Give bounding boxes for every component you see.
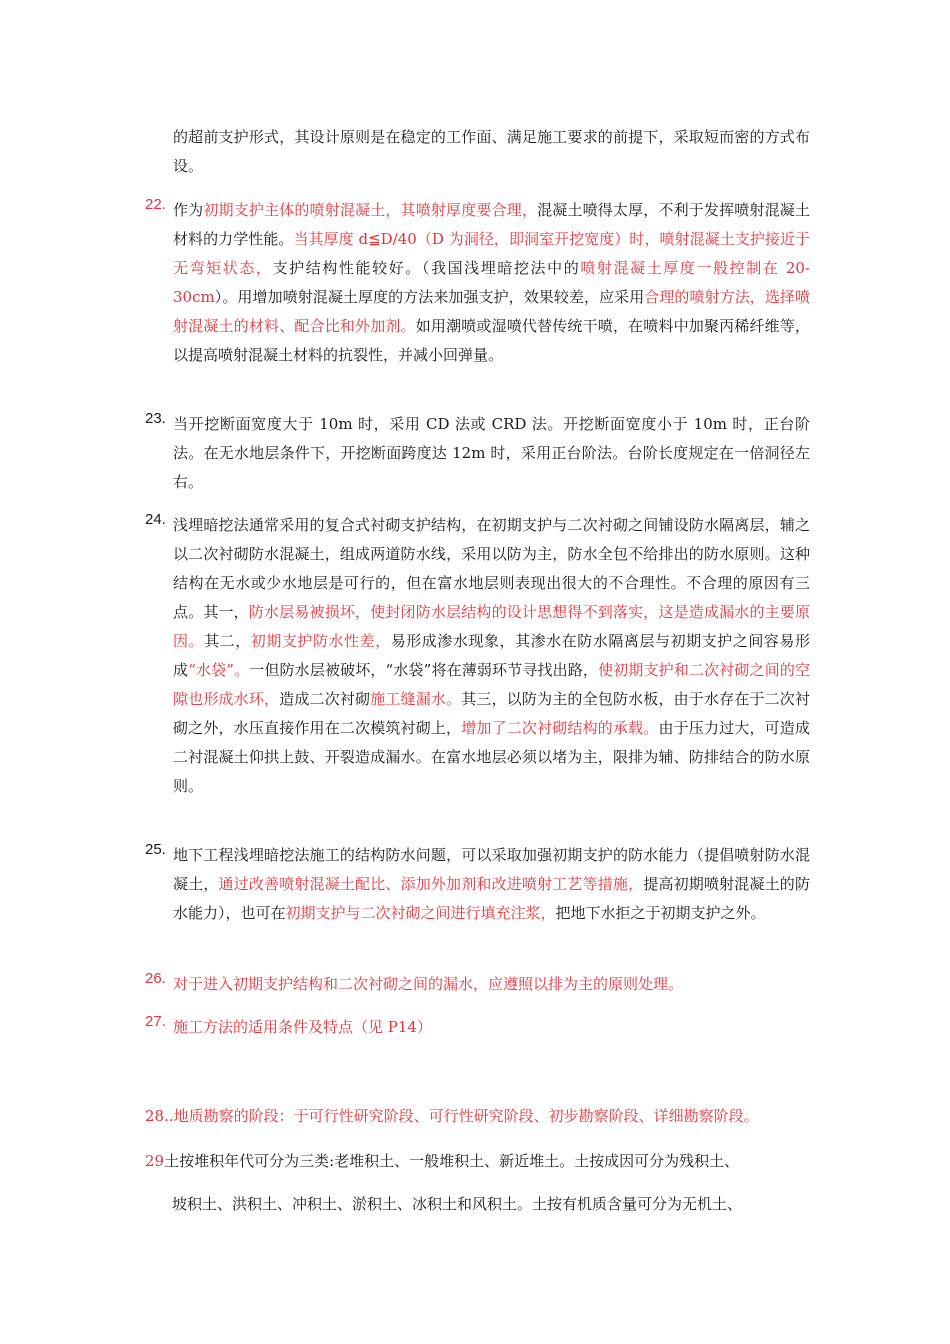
text-segment: 防水层易被损坏，使封闭防水层结构的设计思想得不到落实，这是造成漏水的主要原因。 bbox=[173, 603, 810, 650]
text-segment: 对于进入初期支护结构和二次衬砌之间的漏水，应遵照以排为主的原则处理。 bbox=[173, 975, 684, 993]
text-segment: 初期支护与二次衬砌之间进行填充注浆， bbox=[285, 904, 556, 922]
text-segment: 易形成渗水现象，其渗水在防水隔离层与初期支护之间容易形成 bbox=[173, 632, 810, 679]
item-number: 24. bbox=[145, 511, 166, 528]
text-segment: 初期支护防水性差， bbox=[250, 632, 391, 650]
list-item bbox=[145, 410, 810, 497]
item-text bbox=[173, 841, 810, 928]
line-29 bbox=[145, 1147, 845, 1176]
text-segment: 通过改善喷射混凝土配比、添加外加剂和改进喷射工艺等措施， bbox=[218, 875, 644, 893]
list-item bbox=[145, 970, 810, 999]
text-segment: 造成二次衬砌 bbox=[279, 690, 371, 708]
text-segment: 增加了二次衬砌结构的承载。 bbox=[461, 719, 659, 737]
line-29-number: 29 bbox=[145, 1152, 165, 1170]
list-item bbox=[145, 841, 810, 928]
item-number: 26. bbox=[145, 970, 166, 987]
item-number: 25. bbox=[145, 841, 166, 858]
item-number: 22. bbox=[145, 196, 166, 213]
list-item bbox=[145, 196, 810, 370]
text-segment: 其二， bbox=[204, 632, 251, 650]
text-segment: 其三，以防为主的全包防水板，由于水存在于二次衬砌之外，水压直接作用在二次模筑衬砌上， bbox=[173, 690, 810, 737]
text-segment: 如用潮喷或湿喷代替传统干喷，在喷料中加聚丙稀纤维等，以提高喷射混凝土材料的抗裂性，并减小回弹量。 bbox=[173, 317, 810, 364]
item-number: 23. bbox=[145, 410, 166, 427]
text-segment: 把地下水拒之于初期支护之外。 bbox=[555, 904, 766, 922]
text-segment: 施工缝漏水。 bbox=[370, 690, 462, 708]
list-item bbox=[145, 511, 810, 801]
list-item bbox=[145, 1013, 810, 1042]
text-segment: 混凝土喷得太厚，不利于发挥喷射混凝土材料的力学性能。 bbox=[173, 201, 810, 248]
text-segment: 喷射混凝土厚度一般控制在 20-30cm bbox=[173, 259, 810, 306]
item-text bbox=[173, 970, 810, 999]
text-segment: 浅埋暗挖法通常采用的复合式衬砌支护结构，在初期支护与二次衬砌之间铺设防水隔离层，辅之以二次衬砌防水混凝土，组成两道防水线，采用以防为主，防水全包不给排出的防水原则。这种结构在无水或少水地层是可行的，但在富水地层则表现出很大的不合理性。不合理的原因有三点。其一， bbox=[173, 516, 810, 621]
text-segment: 当其厚度 d≦D/40（D 为洞径，即洞室开挖宽度）时，喷射混凝土支护接近于无弯矩状态， bbox=[173, 230, 810, 277]
item-text bbox=[173, 1013, 810, 1042]
text-segment: ）。用增加喷射混凝土厚度的方法来加强支护，效果较差，应采用 bbox=[214, 288, 645, 306]
item-text bbox=[173, 511, 810, 801]
text-segment: 地下工程浅埋暗挖法施工的结构防水问题，可以采取加强初期支护的防水能力（提倡喷射防水混凝土， bbox=[173, 846, 810, 893]
text-segment: 提高初期喷射混凝土的防水能力），也可在 bbox=[173, 875, 810, 922]
text-segment: 支护结构性能较好。（我国浅埋暗挖法中的 bbox=[272, 259, 581, 277]
item-text bbox=[173, 410, 810, 497]
text-segment: 由于压力过大，可造成二衬混凝土仰拱上鼓、开裂造成漏水。在富水地层必须以堵为主，限排为辅、防排结合的防水原则。 bbox=[173, 719, 810, 795]
text-segment: 一但防水层被破坏，“水袋”将在薄弱环节寻找出路， bbox=[249, 661, 599, 679]
item-text bbox=[173, 123, 810, 181]
item-text bbox=[173, 196, 810, 370]
line-30: 坡积土、洪积土、冲积土、淤积土、冰积土和风积土。土按有机质含量可分为无机土、 bbox=[172, 1195, 743, 1213]
line-29-text: 土按堆积年代可分为三类:老堆积土、一般堆积土、新近堆土。土按成因可分为残积土、 bbox=[164, 1152, 740, 1170]
list-item bbox=[145, 123, 810, 181]
text-segment: “水袋”。 bbox=[188, 661, 250, 679]
text-segment: 的超前支护形式，其设计原则是在稳定的工作面、满足施工要求的前提下，采取短而密的方式布设。 bbox=[173, 128, 810, 175]
text-segment: 合理的喷射方法，选择喷射混凝土的材料、配合比和外加剂。 bbox=[173, 288, 810, 335]
text-segment: 作为 bbox=[173, 201, 204, 219]
item-number: 27. bbox=[145, 1013, 166, 1030]
line-28: 28..地质勘察的阶段：于可行性研究阶段、可行性研究阶段、初步勘察阶段、详细勘察阶段。 bbox=[145, 1107, 759, 1125]
text-segment: 当开挖断面宽度大于 10m 时，采用 CD 法或 CRD 法。开挖断面宽度小于 10m 时，正台阶法。在无水地层条件下，开挖断面跨度达 12m 时，采用正台阶法。台阶长度规定在一倍洞径左右。 bbox=[173, 415, 810, 491]
text-segment: 使初期支护和二次衬砌之间的空隙也形成水环， bbox=[173, 661, 810, 708]
text-segment: 初期支护主体的喷射混凝土，其喷射厚度要合理， bbox=[203, 201, 538, 219]
text-segment: 施工方法的适用条件及特点（见 P14） bbox=[173, 1018, 432, 1036]
